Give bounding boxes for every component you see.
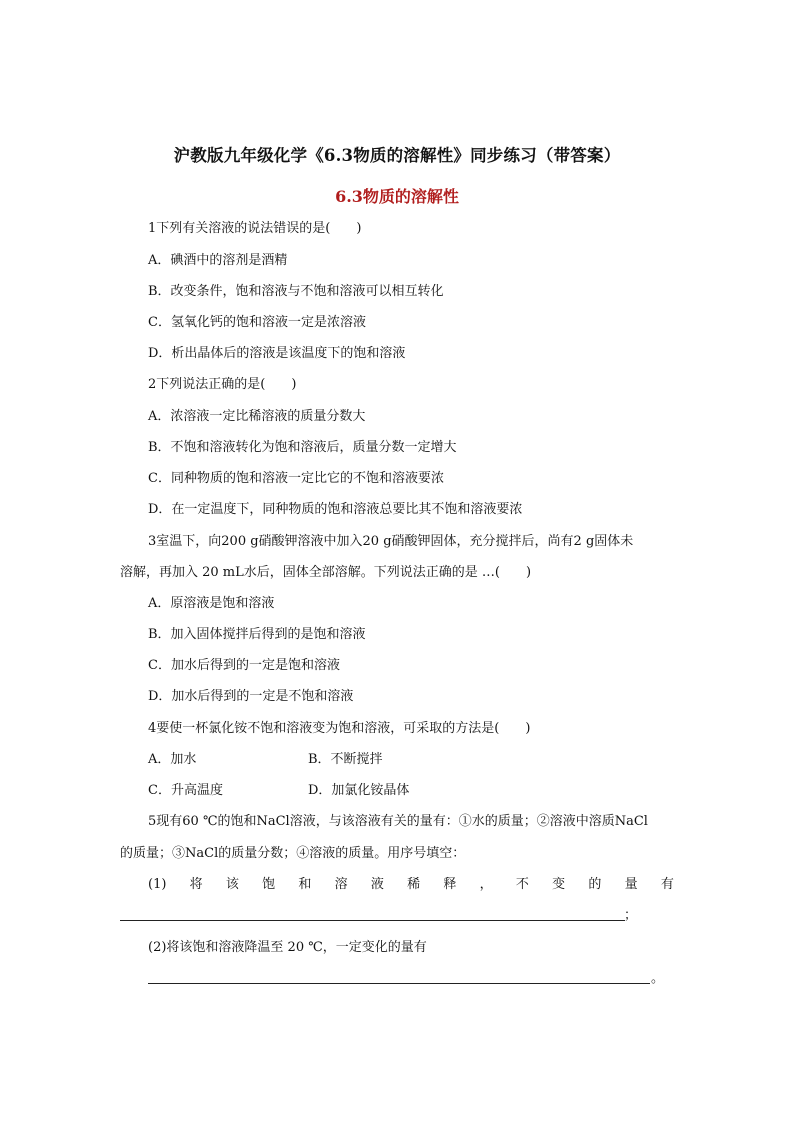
q2-option-a: A．浓溶液一定比稀溶液的质量分数大 [148, 409, 366, 424]
q4-option-b: B．不断搅拌 [308, 752, 383, 767]
section-heading: 6.3物质的溶解性 [335, 187, 459, 206]
document-title: 沪教版九年级化学《6.3物质的溶解性》同步练习（带答案） [173, 146, 621, 165]
q3-option-d: D．加水后得到的一定是不饱和溶液 [148, 689, 354, 704]
q1-option-b: B．改变条件，饱和溶液与不饱和溶液可以相互转化 [148, 284, 444, 299]
q5-part1-char: 溶 [334, 877, 348, 892]
q5-part1-char: 变 [552, 877, 566, 892]
q5-part1-char: 有 [660, 877, 674, 892]
q3-option-b: B．加入固体搅拌后得到的是饱和溶液 [148, 627, 366, 642]
q5-part1-char: 和 [298, 877, 312, 892]
q5-part1-char: (1) [148, 877, 167, 892]
q2-stem: 2下列说法正确的是( ) [148, 377, 297, 392]
q4-stem: 4要使一杯氯化铵不饱和溶液变为饱和溶液，可采取的方法是( ) [148, 721, 531, 736]
q5-part1-char: 将 [189, 877, 203, 892]
q5-part1-answer-blank[interactable] [120, 920, 625, 921]
q2-option-b: B．不饱和溶液转化为饱和溶液后，质量分数一定增大 [148, 440, 457, 455]
q1-option-d: D．析出晶体后的溶液是该温度下的饱和溶液 [148, 346, 406, 361]
q5-part2-prompt: (2)将该饱和溶液降温至 20 ℃，一定变化的量有 [148, 940, 427, 955]
q5-stem-line2: 的质量；③NaCl的质量分数；④溶液的质量。用序号填空： [120, 846, 466, 861]
q1-option-c: C．氢氧化钙的饱和溶液一定是浓溶液 [148, 315, 366, 330]
q5-part1-char: 的 [588, 877, 602, 892]
q5-part2-end-punct: 。 [651, 971, 665, 986]
q4-option-d: D．加氯化铵晶体 [308, 783, 410, 798]
q5-part2-answer-blank[interactable] [148, 983, 650, 984]
q5-part1-char: 不 [515, 877, 529, 892]
q5-part1-char: 饱 [262, 877, 276, 892]
q3-option-a: A．原溶液是饱和溶液 [148, 596, 275, 611]
q5-part1-char: 该 [225, 877, 239, 892]
q5-stem-line1: 5现有60 ℃的饱和NaCl溶液，与该溶液有关的量有：①水的质量；②溶液中溶质NaCl [148, 814, 648, 829]
q2-option-d: D．在一定温度下，同种物质的饱和溶液总要比其不饱和溶液要浓 [148, 502, 523, 517]
q5-part1-char: 液 [370, 877, 384, 892]
q5-part1-char: 稀 [407, 877, 421, 892]
q2-option-c: C．同种物质的饱和溶液一定比它的不饱和溶液要浓 [148, 471, 444, 486]
q5-part1-char: ， [479, 877, 493, 892]
q5-part1-char: 释 [443, 877, 457, 892]
q5-part1-char: 量 [624, 877, 638, 892]
q3-stem-line2: 溶解，再加入 20 mL水后，固体全部溶解。下列说法正确的是 …( ) [120, 565, 532, 580]
q3-stem-line1: 3室温下，向200 g硝酸钾溶液中加入20 g硝酸钾固体，充分搅拌后，尚有2 g固体未 [148, 534, 634, 549]
q4-option-a: A．加水 [148, 752, 197, 767]
q5-part1-end-punct: ； [624, 908, 638, 923]
q3-option-c: C．加水后得到的一定是饱和溶液 [148, 658, 340, 673]
q4-option-c: C．升高温度 [148, 783, 223, 798]
q5-part1-prompt [148, 876, 674, 894]
q1-option-a: A．碘酒中的溶剂是酒精 [148, 253, 288, 268]
q1-stem: 1下列有关溶液的说法错误的是( ) [148, 221, 362, 236]
